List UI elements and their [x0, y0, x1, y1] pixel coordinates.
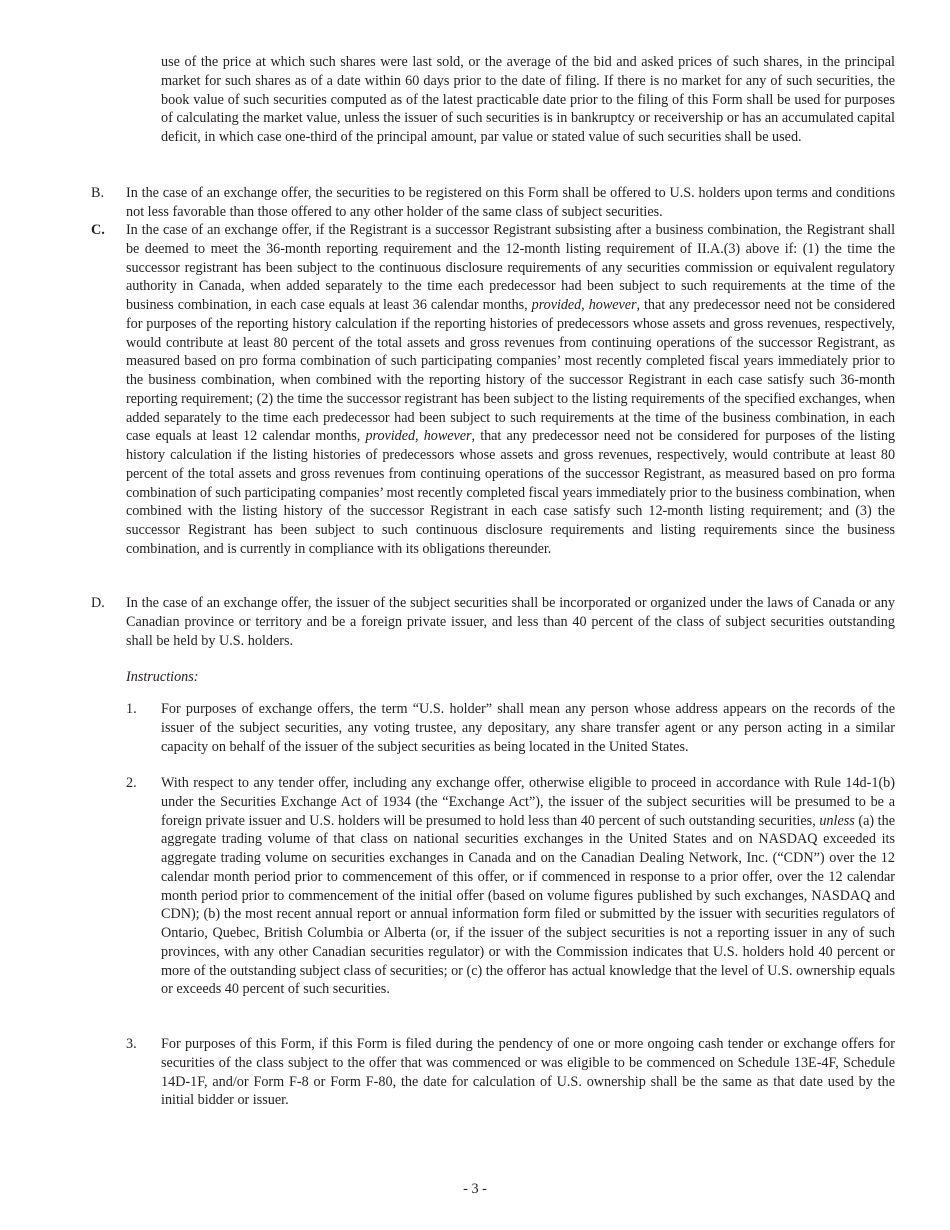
- section-c-emphasis-2: provided, however: [365, 428, 472, 445]
- instruction-2-number: 2.: [126, 775, 137, 791]
- instruction-2-text: [161, 774, 895, 999]
- instruction-2-text-part-1: With respect to any tender offer, including any exchange offer, otherwise eligible to proceed in accordance with Rule 14d-1(b) under the Securities Exchange Act of 1934 (the “Exchange Act”), the issuer of the subject securities will be presumed to be a foreign private issuer and U.S. holders will be presumed to hold less than 40 percent of such outstanding securities,: [161, 775, 895, 829]
- instruction-2-emphasis: unless: [819, 812, 855, 829]
- intro-paragraph: use of the price at which such shares were last sold, or the average of the bid and asked prices of such shares, in the principal market for such shares as of a date within 60 days prior to the date of filing. If there is no market for any of such securities, the book value of such securities computed as of the latest practicable date prior to the filing of this Form shall be used for purposes of calculating the market value, unless the issuer of such securities is in bankruptcy or receivership or has an accumulated capital deficit, in which case one-third of the principal amount, par value or stated value of such securities shall be used.: [161, 54, 895, 145]
- section-d-text: In the case of an exchange offer, the issuer of the subject securities shall be incorporated or organized under the laws of Canada or any Canadian province or territory and be a foreign private issuer, and less than 40 percent of the class of subject securities outstanding shall be held by U.S. holders.: [126, 595, 895, 649]
- section-d-label: D.: [91, 595, 105, 611]
- section-c-text-part-2: , that any predecessor need not be considered for purposes of the reporting history calculation if the reporting histories of predecessors whose assets and gross revenues, respectively, would contribute at least 80 percent of the total assets and gross revenues from continuing operations of the successor Registrant, as measured based on pro forma combination of such participating companies’ most recently completed fiscal years immediately prior to the business combination, when combined with the reporting history of the successor Registrant in each case satisfy such 36-month reporting requirement; (2) the time the successor registrant has been subject to the listing requirements of the specified exchanges, when added separately to the time each predecessor had been subject to such requirements at the time of the business combination, in each case equals at least 12 calendar months,: [126, 297, 895, 445]
- instruction-2-text-part-2: (a) the aggregate trading volume of that class on national securities exchanges in the United States and on NASDAQ exceeded its aggregate trading volume on securities exchanges in Canada and on the Canadian Dealing Network, Inc. (“CDN”) over the 12 calendar month period prior to commencement of this offer, or if commenced in response to a prior offer, over the 12 calendar month period prior to commencement of the initial offer (based on volume figures published by such exchanges, NASDAQ and CDN); (b) the most recent annual report or annual information form filed or submitted by the issuer with securities regulators of Ontario, Quebec, British Columbia or Alberta (or, if the issuer of the subject securities is not a reporting issuer in any of such provinces, with any other Canadian securities regulator) or with the Commission indicates that U.S. holders hold 40 percent or more of the outstanding subject class of securities; or (c) the offeror has actual knowledge that the level of U.S. ownership equals or exceeds 40 percent of such securities.: [161, 812, 895, 998]
- section-b-text: In the case of an exchange offer, the securities to be registered on this Form shall be offered to U.S. holders upon terms and conditions not less favorable than those offered to any other holder of the same class of subject securities.: [126, 185, 895, 220]
- instruction-3-number: 3.: [126, 1036, 137, 1052]
- section-c-label: C.: [91, 222, 105, 238]
- page-number: - 3 -: [463, 1181, 487, 1197]
- section-c-emphasis-1: provided, however: [531, 297, 637, 313]
- instructions-heading: Instructions:: [126, 669, 199, 685]
- section-c-text-part-1: In the case of an exchange offer, if the Registrant is a successor Registrant subsisting after a business combination, the Registrant shall be deemed to meet the 36-month reporting requirement and the 12-month listing requirement of II.A.(3) above if: (1) the time the successor registrant has been subject to the continuous disclosure requirements of any securities commission or equivalent regulatory authority in Canada, when added separately to the time each predecessor had been subject to such requirements at the time of the business combination, in each case equals at least 36 calendar months,: [126, 222, 895, 313]
- instruction-1-text: For purposes of exchange offers, the term “U.S. holder” shall mean any person whose address appears on the records of the issuer of the subject securities, any voting trustee, any depositary, any share transfer agent or any person acting in a similar capacity on behalf of the issuer of the subject securities as being located in the United States.: [161, 701, 895, 755]
- section-b-label: B.: [91, 185, 105, 201]
- instruction-1-number: 1.: [126, 701, 137, 717]
- section-c-text-part-3: , that any predecessor need not be considered for purposes of the listing history calculation if the listing histories of predecessors whose assets and gross revenues, respectively, would contribute at least 80 percent of the total assets and gross revenues from continuing operations of the successor Registrant, as measured based on pro forma combination of such participating companies’ most recently completed fiscal years immediately prior to the business combination, when combined with the listing history of the successor Registrant in each case satisfy such 12-month listing requirement; and (3) the successor Registrant has been subject to such continuous disclosure requirements and listing requirements since the business combination, and is currently in compliance with its obligations thereunder.: [126, 428, 895, 557]
- instruction-3-text: For purposes of this Form, if this Form is filed during the pendency of one or more ongoing cash tender or exchange offers for securities of the class subject to the offer that was commenced or was eligible to be commenced on Schedule 13E-4F, Schedule 14D-1F, and/or Form F-8 or Form F-80, the date for calculation of U.S. ownership shall be the same as that date used by the initial bidder or issuer.: [161, 1036, 895, 1109]
- section-c-text: [126, 221, 895, 559]
